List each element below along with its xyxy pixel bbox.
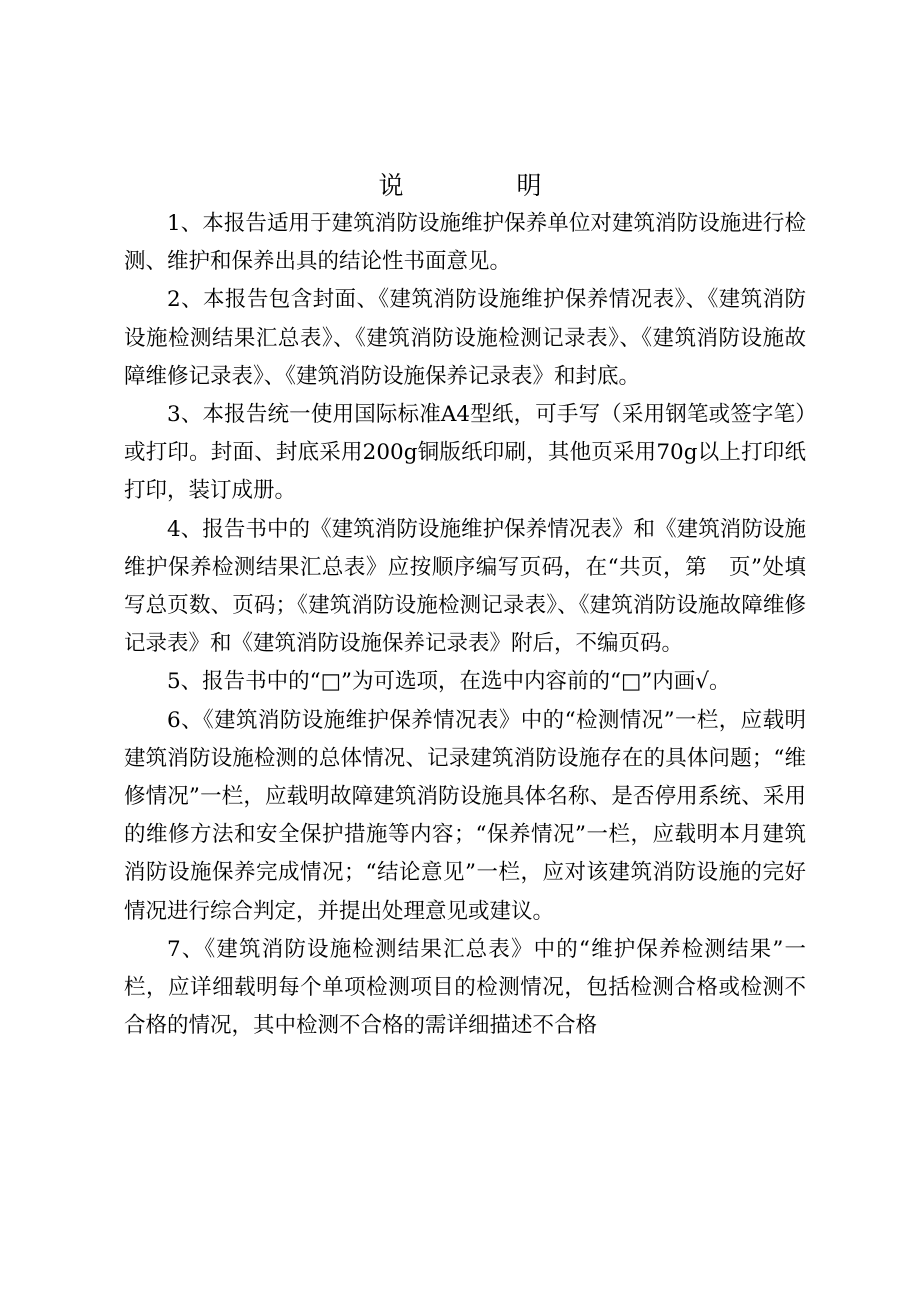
paragraph-6: 6、《建筑消防设施维护保养情况表》中的“检测情况”一栏，应载明建筑消防设施检测的总体情况、记录建筑消防设施存在的具体问题；“维修情况”一栏，应载明故障建筑消防设施具体名称、是否停用系统、采用的维修方法和安全保护措施等内容；“保养情况”一栏，应载明本月建筑消防设施保养完成情况；“结论意见”一栏，应对该建筑消防设施的完好情况进行综合判定，并提出处理意见或建议。: [124, 707, 806, 924]
paragraph-1: 1、本报告适用于建筑消防设施维护保养单位对建筑消防设施进行检测、维护和保养出具的结论性书面意见。: [124, 211, 806, 275]
paragraph-7: 7、《建筑消防设施检测结果汇总表》中的“维护保养检测结果”一栏，应详细载明每个单项检测项目的检测情况，包括检测合格或检测不合格的情况，其中检测不合格的需详细描述不合格: [124, 936, 806, 1039]
paragraph-4: 4、报告书中的《建筑消防设施维护保养情况表》和《建筑消防设施维护保养检测结果汇总表》应按顺序编写页码，在“共页，第 页”处填写总页数、页码；《建筑消防设施检测记录表》、《建筑消防设施故障维修记录表》和《建筑消防设施保养记录表》附后，不编页码。: [124, 516, 806, 657]
paragraph-3: 3、本报告统一使用国际标准A4型纸，可手写（采用钢笔或签字笔）或打印。封面、封底采用200g铜版纸印刷，其他页采用70g以上打印纸打印，装订成册。: [124, 402, 806, 504]
paragraph-2: 2、本报告包含封面、《建筑消防设施维护保养情况表》、《建筑消防设施检测结果汇总表》、《建筑消防设施检测记录表》、《建筑消防设施故障维修记录表》、《建筑消防设施保养记录表》和封底。: [124, 287, 806, 389]
page-title: 说 明: [378, 171, 586, 200]
paragraph-5: 5、报告书中的“□”为可选项，在选中内容前的“□”内画√。: [167, 669, 731, 695]
document-body: [124, 205, 806, 1045]
